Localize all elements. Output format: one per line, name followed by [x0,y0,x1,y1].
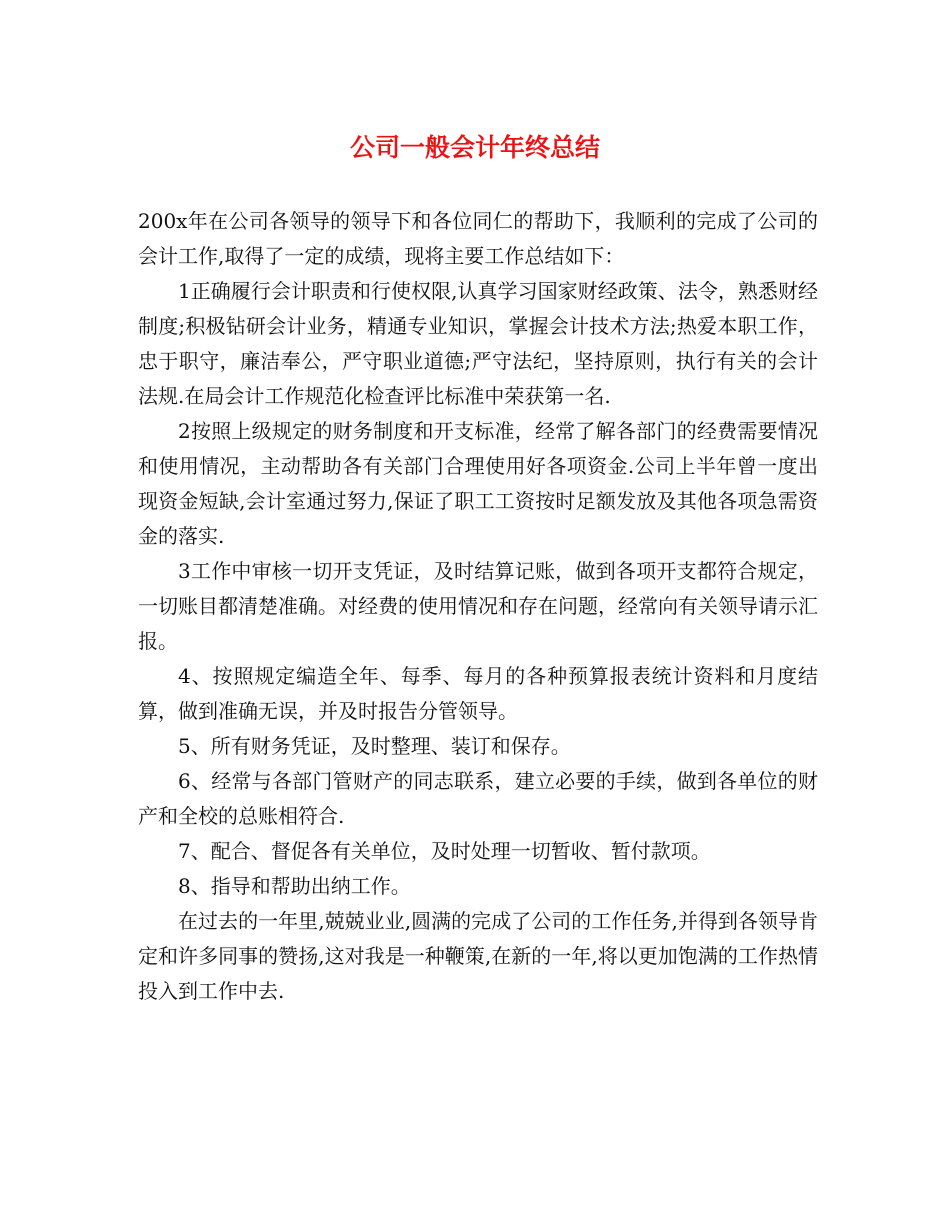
paragraph-item-6: 6、经常与各部门管财产的同志联系，建立必要的手续，做到各单位的财产和全校的总账相符合. [138,769,818,828]
paragraph-item-7: 7、配合、督促各有关单位，及时处理一切暂收、暂付款项。 [178,839,711,863]
paragraph-conclusion: 在过去的一年里,兢兢业业,圆满的完成了公司的工作任务,并得到各领导肯定和许多同事的赞扬,这对我是一种鞭策,在新的一年,将以更加饱满的工作热情投入到工作中去. [138,909,818,1003]
paragraph-item-5: 5、所有财务凭证，及时整理、装订和保存。 [178,734,571,758]
document-body [138,204,818,1009]
paragraph-item-8: 8、指导和帮助出纳工作。 [178,874,411,898]
paragraph-item-1: 1正确履行会计职责和行使权限,认真学习国家财经政策、法令，熟悉财经制度;积极钻研会计业务，精通专业知识，掌握会计技术方法;热爱本职工作，忠于职守，廉洁奉公，严守职业道德;严守法纪，坚持原则，执行有关的会计法规.在局会计工作规范化检查评比标准中荣获第一名. [138,279,818,408]
document-title: 公司一般会计年终总结 [349,133,600,162]
paragraph-intro: 200x年在公司各领导的领导下和各位同仁的帮助下，我顺利的完成了公司的会计工作,取得了一定的成绩，现将主要工作总结如下： [138,209,818,268]
paragraph-item-3: 3工作中审核一切开支凭证，及时结算记账，做到各项开支都符合规定，一切账目都清楚准确。对经费的使用情况和存在问题，经常向有关领导请示汇报。 [138,559,818,653]
paragraph-item-2: 2按照上级规定的财务制度和开支标准，经常了解各部门的经费需要情况和使用情况，主动帮助各有关部门合理使用好各项资金.公司上半年曾一度出现资金短缺,会计室通过努力,保证了职工工资按时足额发放及其他各项急需资金的落实. [138,419,818,548]
paragraph-item-4: 4、按照规定编造全年、每季、每月的各种预算报表统计资料和月度结算，做到准确无误，并及时报告分管领导。 [138,664,818,723]
